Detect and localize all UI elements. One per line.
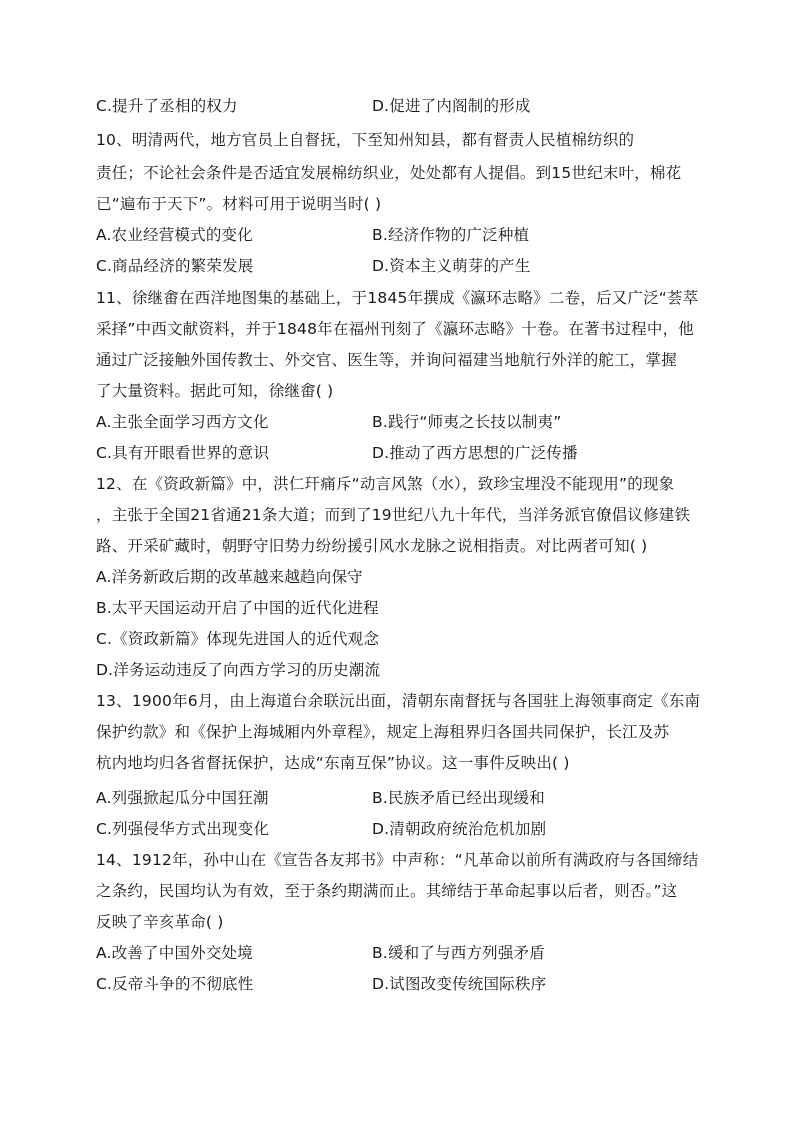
q14-option-a[interactable]: A.改善了中国外交处境 [96, 944, 253, 962]
q13-stem-line: 13、1900年6月，由上海道台余联沅出面，清朝东南督抚与各国驻上海领事商定《东南 [96, 692, 701, 710]
q12-option-a[interactable]: A.洋务新政后期的改革越来越趋向保守 [96, 568, 363, 586]
q11-stem-line: 采择”中西文献资料，并于1848年在福州刊刻了《瀛环志略》十卷。在著书过程中，他 [96, 320, 694, 338]
q11-stem-line: 11、徐继畬在西洋地图集的基础上，于1845年撰成《瀛环志略》二卷，后又广泛“荟萃 [96, 289, 699, 307]
q11-option-c[interactable]: C.具有开眼看世界的意识 [96, 444, 270, 462]
q13-stem-line: 保护约款》和《保护上海城厢内外章程》，规定上海租界归各国共同保护，长江及苏 [96, 723, 670, 741]
q12-stem-line: 路、开采矿藏时，朝野守旧势力纷纷援引风水龙脉之说相指责。对比两者可知( ) [96, 537, 648, 555]
q13-option-c[interactable]: C.列强侵华方式出现变化 [96, 820, 270, 838]
q13-option-b[interactable]: B.民族矛盾已经出现缓和 [372, 789, 545, 807]
q11-stem-line: 通过广泛接触外国传教士、外交官、医生等，并询问福建当地航行外洋的舵工，掌握 [96, 351, 677, 369]
q11-option-d[interactable]: D.推动了西方思想的广泛传播 [372, 444, 578, 462]
q10-stem-line: 已“遍布于天下”。材料可用于说明当时( ) [96, 195, 382, 213]
q11-option-b[interactable]: B.践行“师夷之长技以制夷” [372, 413, 562, 431]
q10-stem-line: 10、明清两代，地方官员上自督抚，下至知州知县，都有督责人民植棉纺织的 [96, 131, 635, 149]
q12-option-b[interactable]: B.太平天国运动开启了中国的近代化进程 [96, 599, 379, 617]
q14-stem-line: 之条约，民国均认为有效，至于条约期满而止。其缔结于革命起事以后者，则否。”这 [96, 882, 678, 900]
q13-option-d[interactable]: D.清朝政府统治危机加剧 [372, 820, 547, 838]
q11-stem-line: 了大量资料。据此可知，徐继畬( ) [96, 382, 334, 400]
q11-option-a[interactable]: A.主张全面学习西方文化 [96, 413, 269, 431]
q12-stem-line: 12、在《资政新篇》中，洪仁玕痛斥“动言风煞（水），致珍宝埋没不能现用”的现象 [96, 475, 675, 493]
q10-option-c[interactable]: C.商品经济的繁荣发展 [96, 257, 254, 275]
q14-stem-line: 反映了辛亥革命( ) [96, 913, 224, 931]
q10-stem-line: 责任；不论社会条件是否适宜发展棉纺织业，处处都有人提倡。到15世纪末叶，棉花 [96, 164, 682, 182]
q13-stem-line: 杭内地均归各省督抚保护，达成“东南互保”协议。这一事件反映出( ) [96, 754, 570, 772]
q10-option-b[interactable]: B.经济作物的广泛种植 [372, 226, 530, 244]
q13-option-a[interactable]: A.列强掀起瓜分中国狂潮 [96, 789, 269, 807]
q9-option-c[interactable]: C.提升了丞相的权力 [96, 97, 238, 115]
q10-option-a[interactable]: A.农业经营模式的变化 [96, 226, 253, 244]
q12-stem-line: ，主张于全国21省通21条大道；而到了19世纪八九十年代，当洋务派官僚倡议修建铁 [96, 506, 691, 524]
q12-option-d[interactable]: D.洋务运动违反了向西方学习的历史潮流 [96, 661, 381, 679]
q12-option-c[interactable]: C.《资政新篇》体现先进国人的近代观念 [96, 630, 380, 648]
q14-option-c[interactable]: C.反帝斗争的不彻底性 [96, 975, 254, 993]
q14-stem-line: 14、1912年，孙中山在《宣告各友邦书》中声称：“凡革命以前所有满政府与各国缔结 [96, 851, 699, 869]
q14-option-b[interactable]: B.缓和了与西方列强矛盾 [372, 944, 545, 962]
q14-option-d[interactable]: D.试图改变传统国际秩序 [372, 975, 547, 993]
q9-option-d[interactable]: D.促进了内阁制的形成 [372, 97, 531, 115]
q10-option-d[interactable]: D.资本主义萌芽的产生 [372, 257, 531, 275]
